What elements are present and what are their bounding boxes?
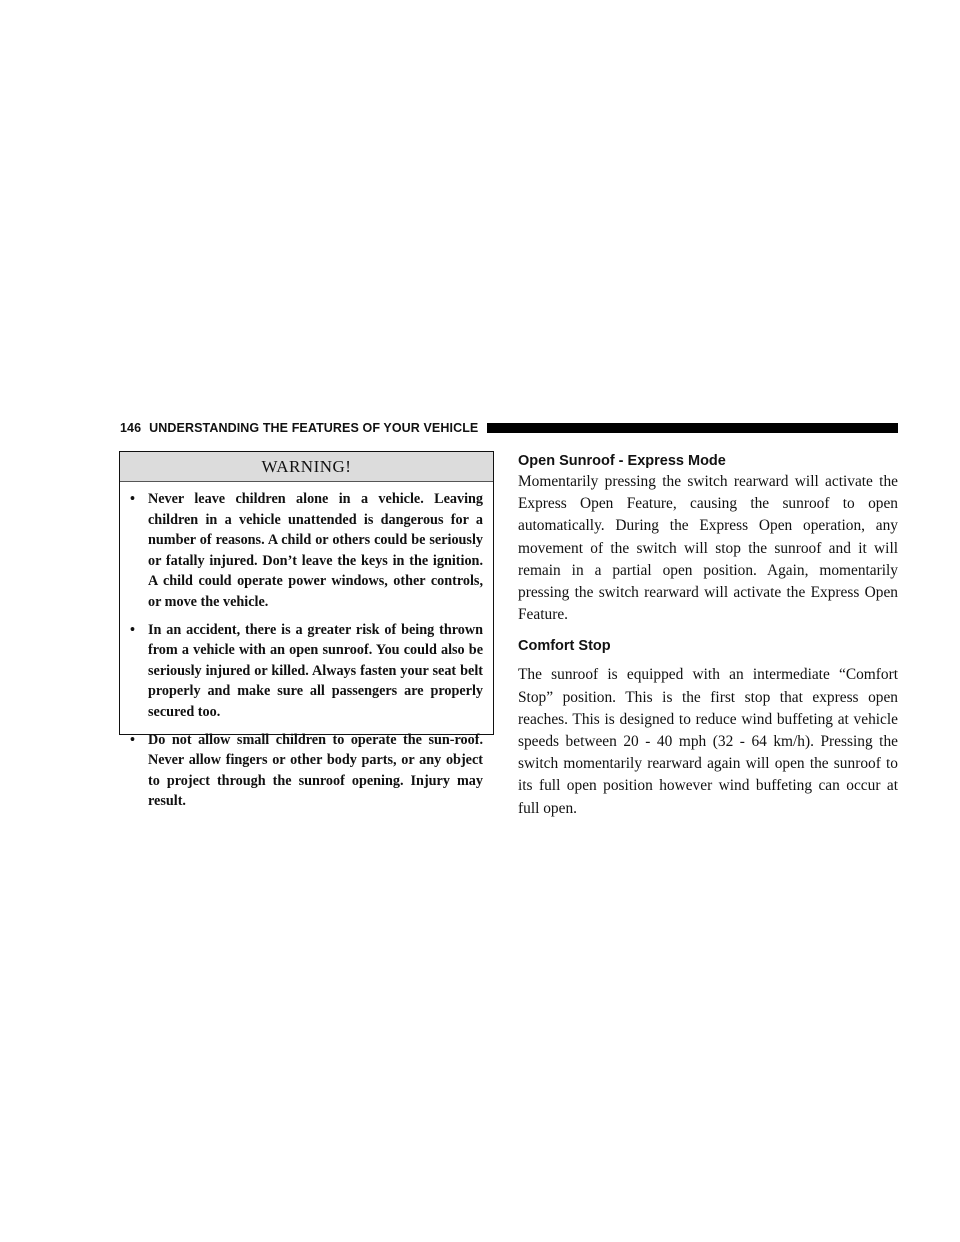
warning-item [130, 489, 483, 613]
warning-list [120, 482, 493, 812]
warning-item [130, 730, 483, 812]
heading-comfort-stop: Comfort Stop [518, 638, 611, 655]
bullet-icon: • [130, 731, 135, 748]
section-title: UNDERSTANDING THE FEATURES OF YOUR VEHICLE [149, 421, 479, 435]
right-column [518, 451, 898, 820]
bullet-icon: • [130, 621, 135, 638]
paragraph-comfort-stop: The sunroof is equipped with an intermediate “Comfort Stop” position. This is the first stop that express open reaches. This is designed to reduce wind buffeting at vehicle speeds between 20 - 40 mph (32 - 64 km/h). Pressing the switch momentarily rearward again will open the sunroof to its full open position however wind buffeting can occur at full open. [518, 666, 898, 817]
warning-item-text: In an accident, there is a greater risk of being thrown from a vehicle with an open sunroof. You could also be seriously injured or killed. Always fasten your seat belt properly and make sure all passengers are properly secured too. [148, 621, 483, 720]
bullet-icon: • [130, 491, 135, 507]
warning-item-text: Do not allow small children to operate the sun-roof. Never allow fingers or other body parts, or any object to project through the sunroof opening. Injury may result. [148, 731, 483, 810]
warning-item [130, 620, 483, 723]
warning-title: WARNING! [120, 452, 493, 482]
warning-box [119, 451, 494, 810]
warning-item-text: Never leave children alone in a vehicle. Leaving children in a vehicle unattended is dangerous for a number of reasons. A child or others could be seriously or fatally injured. Don’t leave the keys in the ignition. A child could operate power windows, other controls, or move the vehicle. [148, 491, 483, 610]
header-rule [487, 423, 898, 433]
page-header [120, 418, 898, 438]
paragraph-express-mode: Momentarily pressing the switch rearward will activate the Express Open Feature, causing the sunroof to open automatically. During the Express Open operation, any movement of the switch will stop the sunroof and it will remain in a partial open position. Again, momentarily pressing the switch rearward will activate the Express Open Feature. [518, 473, 898, 624]
page-number: 146 [120, 421, 142, 435]
heading-express-mode: Open Sunroof - Express Mode [518, 453, 726, 469]
